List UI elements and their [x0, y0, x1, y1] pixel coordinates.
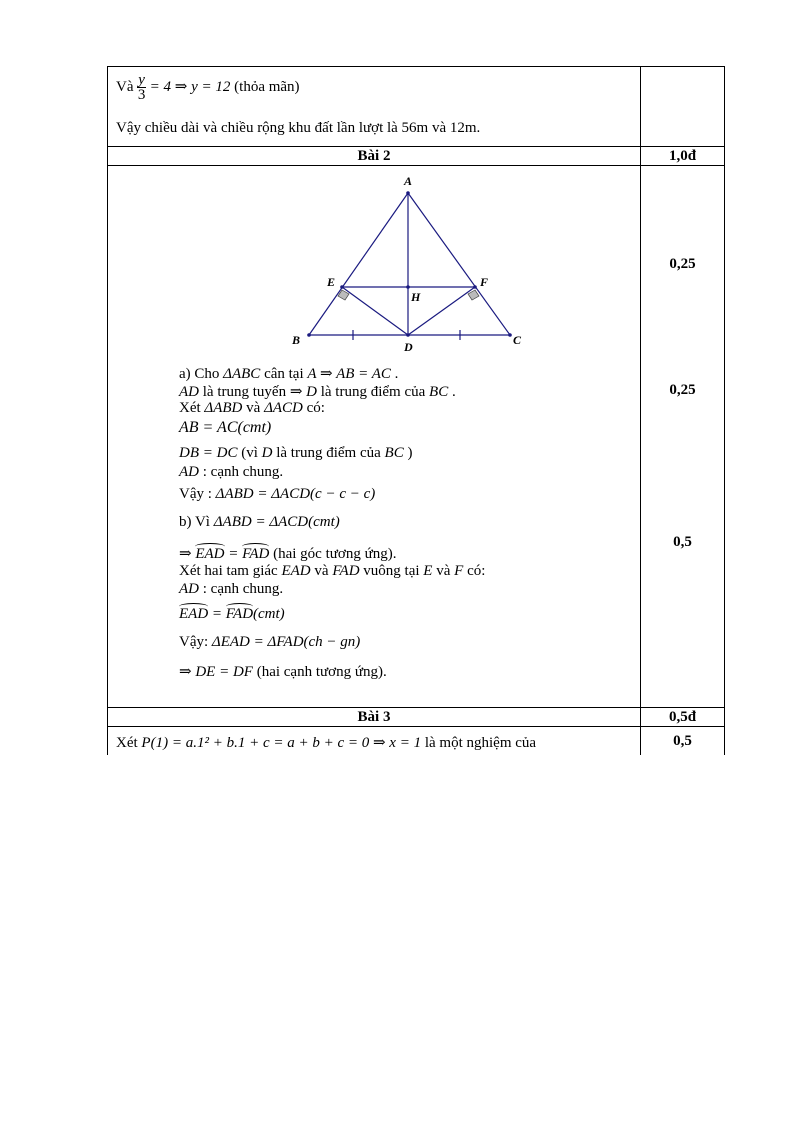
row-bai3-body: [108, 727, 725, 756]
score-part-2: 0,25: [669, 382, 696, 398]
bai3-line: Xét P(1) = a.1² + b.1 + c = a + b + c = 0 ⇒ x = 1 là một nghiệm của: [116, 735, 537, 751]
label-D: D: [404, 340, 413, 354]
fraction-y-over-3: $\frac{y}{3}$: [137, 72, 146, 103]
proof-line: AD : cạnh chung.: [179, 581, 284, 597]
label-C: C: [513, 333, 522, 347]
proof-line: AB = AC(cmt): [179, 419, 272, 436]
row-bai2-header: [108, 147, 725, 166]
proof-line: b) Vì ΔABD = ΔACD(cmt): [179, 514, 340, 530]
proof-line: ⇒ DE = DF (hai cạnh tương ứng).: [179, 664, 387, 680]
score-part-3: 0,5: [673, 534, 692, 550]
bai3-line-score: 0,5: [673, 733, 692, 749]
proof-line: EAD = FAD(cmt): [179, 606, 285, 622]
score-part-1: 0,25: [669, 256, 696, 272]
label-H: H: [411, 290, 421, 304]
row-conclusion: [108, 67, 725, 147]
bai3-score: 0,5đ: [641, 708, 725, 727]
label-B: B: [292, 333, 301, 347]
label-A: A: [404, 174, 413, 188]
proof-line: Vậy: ΔEAD = ΔFAD(ch − gn): [179, 634, 361, 650]
proof-line: Vậy : ΔABD = ΔACD(c − c − c): [179, 486, 376, 502]
answer-table: [107, 66, 725, 755]
proof-line: ⇒ EAD = FAD (hai góc tương ứng).: [179, 546, 397, 562]
proof-line: AD : cạnh chung.: [179, 464, 284, 480]
label-F: F: [480, 275, 489, 289]
proof-line: DB = DC (vì D là trung điểm của BC ): [179, 445, 413, 461]
row-bai3-header: [108, 708, 725, 727]
bai3-title: Bài 3: [108, 708, 641, 727]
row-bai2-body: [108, 166, 725, 708]
proof-line: a) Cho ΔABC cân tại A ⇒ AB = AC .: [179, 366, 399, 382]
conclusion-line-2: Vậy chiều dài và chiều rộng khu đất lần lượt là 56m và 12m.: [116, 120, 481, 136]
conclusion-line-1: Và $\frac{y}{3}$ = 4 ⇒ y = 12 (thỏa mãn): [116, 72, 300, 103]
triangle-figure: [108, 166, 641, 356]
label-E: E: [327, 275, 336, 289]
bai2-title: Bài 2: [108, 147, 641, 166]
proof-line: Xét ΔABD và ΔACD có:: [179, 400, 325, 416]
proof-line: AD là trung tuyến ⇒ D là trung điểm của BC .: [179, 384, 456, 400]
proof-line: Xét hai tam giác EAD và FAD vuông tại E và F có:: [179, 563, 486, 579]
bai2-score: 1,0đ: [641, 147, 725, 166]
